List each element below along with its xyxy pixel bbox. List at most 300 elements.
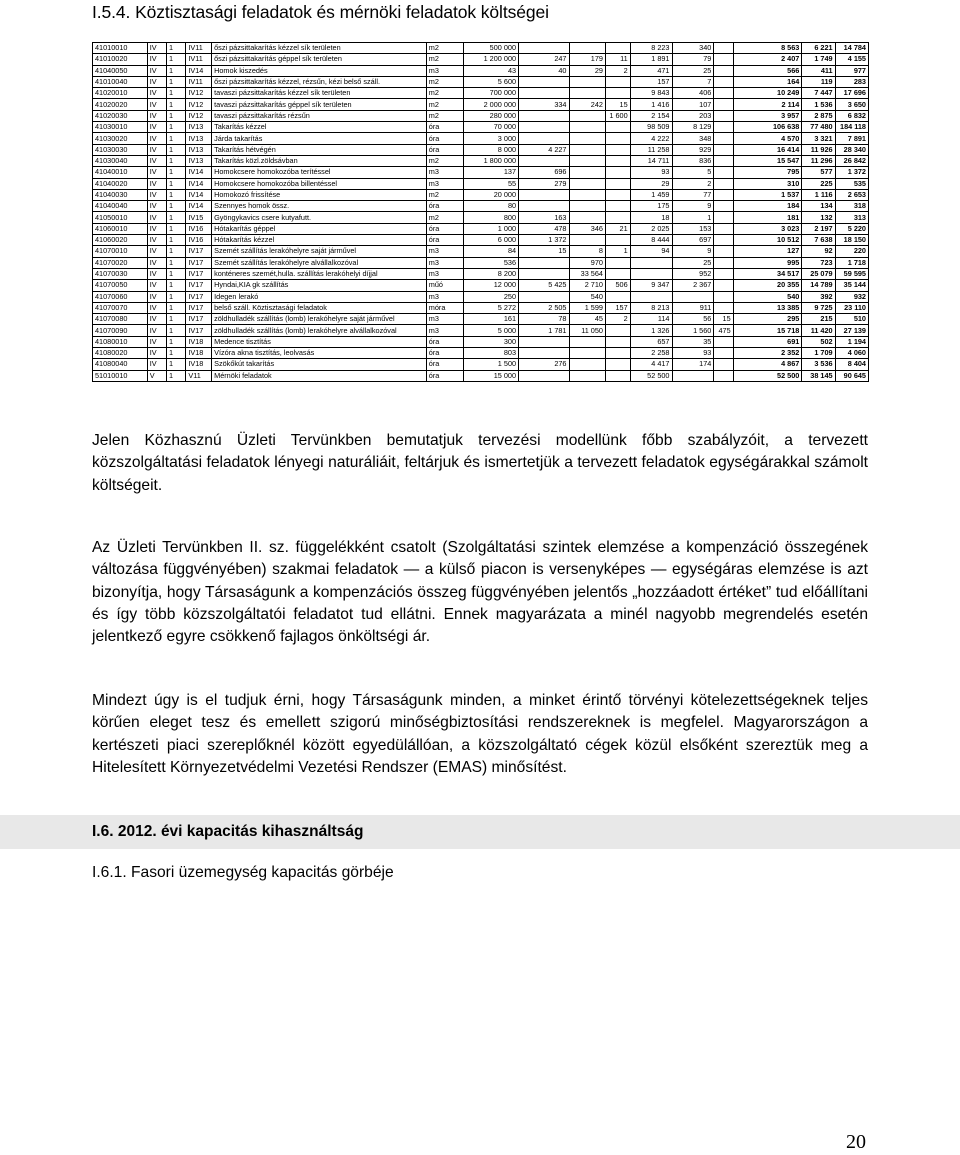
cell-task-name: tavaszi pázsittakarítás géppel sík területen xyxy=(212,99,427,110)
table-row xyxy=(93,212,869,223)
cell-quantity: 5 600 xyxy=(464,76,519,87)
cell-cost-a: 78 xyxy=(519,314,569,325)
cell-level: IV xyxy=(147,155,166,166)
cell-total: 2 653 xyxy=(835,189,868,200)
cell-code: 41080010 xyxy=(93,336,148,347)
cell-cost-c xyxy=(605,268,630,279)
cell-task-name: Szemét szállítás lerakóhelyre saját járművel xyxy=(212,246,427,257)
cell-cost-f xyxy=(714,268,733,279)
cell-task-name: zöldhulladék szállítás (lomb) lerakóhelyre saját járművel xyxy=(212,314,427,325)
paragraph-quality xyxy=(92,690,868,779)
cost-table xyxy=(92,42,869,382)
table-row xyxy=(93,246,869,257)
cell-subtotal: 2 352 xyxy=(733,348,802,359)
cell-cost-f xyxy=(714,110,733,121)
cell-cost-a: 279 xyxy=(519,178,569,189)
cell-total: 184 118 xyxy=(835,122,868,133)
cell-cost-f xyxy=(714,144,733,155)
cell-unit-count: 1 xyxy=(167,325,186,336)
cell-task-name: tavaszi pázsittakarítás rézsűn xyxy=(212,110,427,121)
cell-group: IV11 xyxy=(186,43,212,54)
cell-cost-e: 153 xyxy=(672,223,714,234)
cell-cost-c xyxy=(605,144,630,155)
cell-overhead: 1 749 xyxy=(802,54,835,65)
cell-level: IV xyxy=(147,144,166,155)
cell-unit-count: 1 xyxy=(167,122,186,133)
cell-cost-f xyxy=(714,122,733,133)
cell-subtotal: 20 355 xyxy=(733,280,802,291)
cell-cost-d: 1 459 xyxy=(630,189,672,200)
cell-code: 41070050 xyxy=(93,280,148,291)
cell-cost-b: 346 xyxy=(569,223,605,234)
table-row xyxy=(93,348,869,359)
table-row xyxy=(93,235,869,246)
cell-cost-c xyxy=(605,359,630,370)
cell-cost-c xyxy=(605,291,630,302)
cell-cost-b xyxy=(569,133,605,144)
cell-code: 41060020 xyxy=(93,235,148,246)
cell-cost-c xyxy=(605,167,630,178)
table-row xyxy=(93,291,869,302)
cell-subtotal: 691 xyxy=(733,336,802,347)
cell-level: IV xyxy=(147,291,166,302)
cell-cost-f xyxy=(714,99,733,110)
cell-quantity: 161 xyxy=(464,314,519,325)
cell-cost-a: 696 xyxy=(519,167,569,178)
cell-subtotal: 295 xyxy=(733,314,802,325)
cell-cost-d: 9 347 xyxy=(630,280,672,291)
cell-unit: óra xyxy=(426,359,464,370)
table-row xyxy=(93,110,869,121)
cell-group: IV14 xyxy=(186,65,212,76)
cell-task-name: zöldhulladék szállítás (lomb) lerakóhelyre alvállalkozóval xyxy=(212,325,427,336)
cell-overhead: 9 725 xyxy=(802,302,835,313)
cell-unit-count: 1 xyxy=(167,99,186,110)
cell-task-name: Idegen lerakó xyxy=(212,291,427,302)
cell-subtotal: 4 867 xyxy=(733,359,802,370)
cell-code: 41070060 xyxy=(93,291,148,302)
cell-quantity: 6 000 xyxy=(464,235,519,246)
cell-level: IV xyxy=(147,235,166,246)
cell-cost-b xyxy=(569,76,605,87)
cell-cost-f xyxy=(714,65,733,76)
cell-level: IV xyxy=(147,359,166,370)
cell-cost-f xyxy=(714,223,733,234)
cell-cost-d: 2 258 xyxy=(630,348,672,359)
cell-task-name: konténeres szemét,hulla. szállítás lerakóhelyi díjjal xyxy=(212,268,427,279)
cell-cost-c xyxy=(605,201,630,212)
cell-level: IV xyxy=(147,189,166,200)
cell-task-name: Hyndai,KIA gk szállítás xyxy=(212,280,427,291)
cell-unit: m3 xyxy=(426,65,464,76)
cell-cost-d: 98 509 xyxy=(630,122,672,133)
cell-subtotal: 15 718 xyxy=(733,325,802,336)
cell-task-name: Homokcsere homokozóba billentéssel xyxy=(212,178,427,189)
cell-cost-e: 9 xyxy=(672,246,714,257)
cell-level: IV xyxy=(147,201,166,212)
cell-unit: m3 xyxy=(426,246,464,257)
cell-task-name: Homokcsere homokozóba terítéssel xyxy=(212,167,427,178)
cell-cost-c xyxy=(605,155,630,166)
cell-cost-b: 33 564 xyxy=(569,268,605,279)
page-number: 20 xyxy=(846,1131,866,1153)
cell-cost-c xyxy=(605,189,630,200)
cell-cost-c xyxy=(605,235,630,246)
paragraph-quality-text: Mindezt úgy is el tudjuk érni, hogy Társaságunk minden, a minket érintő törvényi kötelezettségeknek teljes körűen eleget tesz és emellett szigorú minőségbiztosítási rendszereknek is megfelel. Magyarországon a kertészeti piaci szereplőknél között egyedülállóan, a közszolgáltató cégek közül elsőként szereztük meg a Hitelesített Környezetvédelmi Vezetési Rendszer (EMAS) minősítést. xyxy=(92,692,868,776)
cell-total: 6 832 xyxy=(835,110,868,121)
cell-overhead: 7 447 xyxy=(802,88,835,99)
cell-subtotal: 13 385 xyxy=(733,302,802,313)
cell-overhead: 215 xyxy=(802,314,835,325)
table-row xyxy=(93,302,869,313)
cell-subtotal: 52 500 xyxy=(733,370,802,381)
cell-total: 28 340 xyxy=(835,144,868,155)
cell-unit: m2 xyxy=(426,99,464,110)
cell-cost-e: 7 xyxy=(672,76,714,87)
cell-task-name: belső száll. Köztisztasági feladatok xyxy=(212,302,427,313)
section-heading: I.6. 2012. évi kapacitás kihasználtság xyxy=(92,823,364,840)
cell-cost-b: 11 050 xyxy=(569,325,605,336)
cell-cost-f xyxy=(714,246,733,257)
cell-unit-count: 1 xyxy=(167,235,186,246)
cell-level: IV xyxy=(147,54,166,65)
cell-cost-d: 9 843 xyxy=(630,88,672,99)
cell-code: 41070010 xyxy=(93,246,148,257)
cell-task-name: Takarítás közl.zöldsávban xyxy=(212,155,427,166)
cell-cost-b xyxy=(569,178,605,189)
cell-cost-b: 179 xyxy=(569,54,605,65)
cell-cost-e: 952 xyxy=(672,268,714,279)
cell-unit: m2 xyxy=(426,212,464,223)
cell-subtotal: 106 638 xyxy=(733,122,802,133)
cell-total: 4 060 xyxy=(835,348,868,359)
cell-cost-a xyxy=(519,370,569,381)
cell-cost-b: 29 xyxy=(569,65,605,76)
cell-unit-count: 1 xyxy=(167,133,186,144)
cell-level: IV xyxy=(147,212,166,223)
cell-cost-a: 4 227 xyxy=(519,144,569,155)
cell-cost-d xyxy=(630,257,672,268)
cell-unit-count: 1 xyxy=(167,223,186,234)
cell-total: 535 xyxy=(835,178,868,189)
cell-overhead: 11 296 xyxy=(802,155,835,166)
cell-quantity: 3 000 xyxy=(464,133,519,144)
cell-quantity: 803 xyxy=(464,348,519,359)
cell-task-name: Medence tisztítás xyxy=(212,336,427,347)
cell-level: IV xyxy=(147,223,166,234)
cell-cost-e: 203 xyxy=(672,110,714,121)
cell-subtotal: 540 xyxy=(733,291,802,302)
cell-unit-count: 1 xyxy=(167,336,186,347)
cell-total: 313 xyxy=(835,212,868,223)
cell-quantity: 2 000 000 xyxy=(464,99,519,110)
cell-unit-count: 1 xyxy=(167,76,186,87)
cell-group: IV17 xyxy=(186,291,212,302)
cell-total: 977 xyxy=(835,65,868,76)
cell-group: IV17 xyxy=(186,268,212,279)
cell-code: 41080020 xyxy=(93,348,148,359)
cell-unit-count: 1 xyxy=(167,43,186,54)
cell-code: 41080040 xyxy=(93,359,148,370)
cell-overhead: 225 xyxy=(802,178,835,189)
table-row xyxy=(93,359,869,370)
cell-overhead: 392 xyxy=(802,291,835,302)
cell-cost-e: 8 129 xyxy=(672,122,714,133)
table-row xyxy=(93,99,869,110)
subsection-heading: I.6.1. Fasori üzemegység kapacitás görbéje xyxy=(92,864,394,881)
cell-cost-f xyxy=(714,280,733,291)
cell-unit: óra xyxy=(426,370,464,381)
cell-group: IV18 xyxy=(186,359,212,370)
cell-group: IV13 xyxy=(186,144,212,155)
cell-overhead: 132 xyxy=(802,212,835,223)
cell-cost-a: 247 xyxy=(519,54,569,65)
cell-total: 510 xyxy=(835,314,868,325)
cell-quantity: 55 xyxy=(464,178,519,189)
cell-subtotal: 2 407 xyxy=(733,54,802,65)
cell-overhead: 77 480 xyxy=(802,122,835,133)
cell-group: IV17 xyxy=(186,302,212,313)
cell-quantity: 5 000 xyxy=(464,325,519,336)
cell-cost-c: 2 xyxy=(605,314,630,325)
cell-cost-c xyxy=(605,133,630,144)
cell-cost-a xyxy=(519,201,569,212)
cell-cost-d: 14 711 xyxy=(630,155,672,166)
cell-cost-e: 5 xyxy=(672,167,714,178)
cell-subtotal: 995 xyxy=(733,257,802,268)
cell-overhead: 6 221 xyxy=(802,43,835,54)
cell-unit-count: 1 xyxy=(167,302,186,313)
cell-quantity: 536 xyxy=(464,257,519,268)
cell-total: 23 110 xyxy=(835,302,868,313)
cell-cost-e: 340 xyxy=(672,43,714,54)
cell-cost-c: 1 600 xyxy=(605,110,630,121)
cell-cost-a: 15 xyxy=(519,246,569,257)
cell-group: IV11 xyxy=(186,76,212,87)
table-row xyxy=(93,178,869,189)
cell-cost-e xyxy=(672,370,714,381)
cell-total: 5 220 xyxy=(835,223,868,234)
cell-cost-d: 8 223 xyxy=(630,43,672,54)
cell-cost-b: 8 xyxy=(569,246,605,257)
cell-overhead: 723 xyxy=(802,257,835,268)
cell-level: IV xyxy=(147,336,166,347)
cell-cost-a xyxy=(519,189,569,200)
cell-cost-e: 93 xyxy=(672,348,714,359)
cell-group: IV16 xyxy=(186,235,212,246)
table-row xyxy=(93,257,869,268)
table-row xyxy=(93,223,869,234)
cell-subtotal: 4 570 xyxy=(733,133,802,144)
cell-quantity: 700 000 xyxy=(464,88,519,99)
cell-quantity: 280 000 xyxy=(464,110,519,121)
cell-group: IV14 xyxy=(186,189,212,200)
cell-unit: óra xyxy=(426,144,464,155)
cell-cost-b xyxy=(569,144,605,155)
cell-overhead: 11 926 xyxy=(802,144,835,155)
cell-cost-f: 475 xyxy=(714,325,733,336)
table-row xyxy=(93,280,869,291)
cell-task-name: Homokozó frissítése xyxy=(212,189,427,200)
cell-cost-d: 175 xyxy=(630,201,672,212)
cell-cost-d: 1 326 xyxy=(630,325,672,336)
cell-cost-e: 35 xyxy=(672,336,714,347)
cell-level: IV xyxy=(147,178,166,189)
cell-quantity: 20 000 xyxy=(464,189,519,200)
cell-level: IV xyxy=(147,122,166,133)
cell-cost-f xyxy=(714,201,733,212)
cell-code: 41030030 xyxy=(93,144,148,155)
cell-code: 41020020 xyxy=(93,99,148,110)
table-row xyxy=(93,65,869,76)
cell-subtotal: 566 xyxy=(733,65,802,76)
cell-cost-e: 56 xyxy=(672,314,714,325)
cell-level: IV xyxy=(147,65,166,76)
cell-cost-a xyxy=(519,122,569,133)
cell-cost-e: 836 xyxy=(672,155,714,166)
cell-cost-b xyxy=(569,359,605,370)
cell-unit-count: 1 xyxy=(167,291,186,302)
cell-level: IV xyxy=(147,43,166,54)
cell-total: 283 xyxy=(835,76,868,87)
cell-unit: óra xyxy=(426,223,464,234)
cell-quantity: 300 xyxy=(464,336,519,347)
cell-unit-count: 1 xyxy=(167,348,186,359)
cell-cost-e: 174 xyxy=(672,359,714,370)
cell-task-name: Szemét szállítás lerakóhelyre alvállalkozóval xyxy=(212,257,427,268)
cell-unit-count: 1 xyxy=(167,54,186,65)
cell-task-name: Mérnöki feladatok xyxy=(212,370,427,381)
cell-level: IV xyxy=(147,302,166,313)
cell-unit: m3 xyxy=(426,325,464,336)
cell-cost-d: 93 xyxy=(630,167,672,178)
cell-level: V xyxy=(147,370,166,381)
cell-cost-e: 697 xyxy=(672,235,714,246)
cell-code: 41040020 xyxy=(93,178,148,189)
cell-overhead: 2 197 xyxy=(802,223,835,234)
cell-code: 41040040 xyxy=(93,201,148,212)
cell-task-name: Gyöngykavics csere kutyafutt. xyxy=(212,212,427,223)
table-row xyxy=(93,88,869,99)
cell-group: IV11 xyxy=(186,54,212,65)
cell-cost-a xyxy=(519,336,569,347)
cell-cost-c xyxy=(605,348,630,359)
cell-task-name: Szökőkút takarítás xyxy=(212,359,427,370)
table-row xyxy=(93,314,869,325)
cell-unit: óra xyxy=(426,122,464,133)
cell-subtotal: 310 xyxy=(733,178,802,189)
cell-cost-b: 45 xyxy=(569,314,605,325)
cell-cost-f xyxy=(714,302,733,313)
cell-cost-b xyxy=(569,235,605,246)
cell-unit: óra xyxy=(426,348,464,359)
cell-total: 17 696 xyxy=(835,88,868,99)
cell-total: 14 784 xyxy=(835,43,868,54)
cell-cost-a: 163 xyxy=(519,212,569,223)
cell-unit: óra xyxy=(426,235,464,246)
cell-cost-d: 4 222 xyxy=(630,133,672,144)
cell-cost-d: 1 891 xyxy=(630,54,672,65)
paragraph-appendix xyxy=(92,537,868,648)
cell-cost-b xyxy=(569,88,605,99)
cell-unit-count: 1 xyxy=(167,257,186,268)
cell-cost-b xyxy=(569,348,605,359)
table-row xyxy=(93,336,869,347)
cell-quantity: 1 200 000 xyxy=(464,54,519,65)
cell-unit: m2 xyxy=(426,110,464,121)
cell-level: IV xyxy=(147,280,166,291)
cell-quantity: 1 000 xyxy=(464,223,519,234)
cell-total: 8 404 xyxy=(835,359,868,370)
cell-level: IV xyxy=(147,348,166,359)
cell-overhead: 1 709 xyxy=(802,348,835,359)
cell-task-name: Vízóra akna tisztítás, leolvasás xyxy=(212,348,427,359)
cell-subtotal: 15 547 xyxy=(733,155,802,166)
cell-group: IV17 xyxy=(186,246,212,257)
cell-group: IV14 xyxy=(186,178,212,189)
cell-quantity: 84 xyxy=(464,246,519,257)
cell-cost-a: 276 xyxy=(519,359,569,370)
cell-subtotal: 2 114 xyxy=(733,99,802,110)
cell-subtotal: 1 537 xyxy=(733,189,802,200)
cell-task-name: Takarítás hétvégén xyxy=(212,144,427,155)
cell-cost-e: 25 xyxy=(672,257,714,268)
cell-cost-b xyxy=(569,189,605,200)
cell-cost-e: 348 xyxy=(672,133,714,144)
cell-subtotal: 3 023 xyxy=(733,223,802,234)
cell-group: V11 xyxy=(186,370,212,381)
cell-cost-a xyxy=(519,133,569,144)
cell-level: IV xyxy=(147,133,166,144)
cell-code: 41030020 xyxy=(93,133,148,144)
cell-group: IV13 xyxy=(186,155,212,166)
section-title: I.5.4. Köztisztasági feladatok és mérnöki feladatok költségei xyxy=(92,2,549,22)
cell-group: IV15 xyxy=(186,212,212,223)
cell-cost-a xyxy=(519,76,569,87)
cell-code: 41070070 xyxy=(93,302,148,313)
cell-cost-c xyxy=(605,88,630,99)
cell-cost-a xyxy=(519,155,569,166)
cell-unit: m2 xyxy=(426,155,464,166)
cell-quantity: 8 000 xyxy=(464,144,519,155)
cell-cost-c xyxy=(605,178,630,189)
cell-cost-f xyxy=(714,167,733,178)
cell-cost-d: 94 xyxy=(630,246,672,257)
cell-cost-e: 25 xyxy=(672,65,714,76)
cell-quantity: 70 000 xyxy=(464,122,519,133)
cell-cost-c xyxy=(605,122,630,133)
cell-cost-a: 40 xyxy=(519,65,569,76)
cell-unit-count: 1 xyxy=(167,314,186,325)
cell-group: IV12 xyxy=(186,110,212,121)
cell-cost-d xyxy=(630,268,672,279)
cell-total: 18 150 xyxy=(835,235,868,246)
cell-total: 90 645 xyxy=(835,370,868,381)
cell-overhead: 3 321 xyxy=(802,133,835,144)
cell-overhead: 2 875 xyxy=(802,110,835,121)
cell-unit-count: 1 xyxy=(167,88,186,99)
cell-code: 41070030 xyxy=(93,268,148,279)
cell-cost-c: 1 xyxy=(605,246,630,257)
cell-cost-e: 1 560 xyxy=(672,325,714,336)
cell-level: IV xyxy=(147,88,166,99)
cell-cost-f xyxy=(714,257,733,268)
cell-unit: m3 xyxy=(426,268,464,279)
cell-group: IV17 xyxy=(186,325,212,336)
cell-group: IV13 xyxy=(186,133,212,144)
cell-quantity: 80 xyxy=(464,201,519,212)
cell-level: IV xyxy=(147,76,166,87)
